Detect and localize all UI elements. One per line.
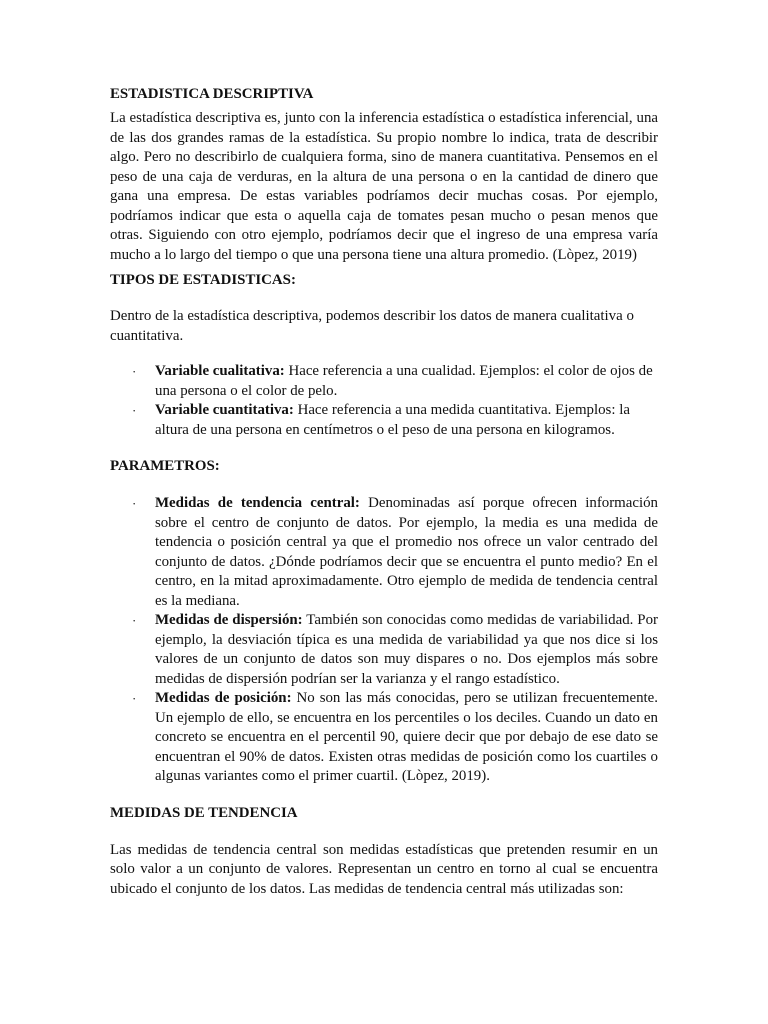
list-item-text: No son las más conocidas, pero se utilizan frecuentemente. Un ejemplo de ello, se encuentra en los percentiles o los deciles. Cuando un dato en concreto se encuentra en el percentil 90, quiere decir que por debajo de ese dato se encuentran el 90% de datos. Existen otras medidas de posición como los cuartiles o algunas variantes como el primer cuartil. (Lòpez, 2019).: [155, 690, 659, 784]
list-item-term: Medidas de dispersión:: [155, 612, 303, 628]
list-item: [110, 362, 658, 401]
section-heading-tipos: TIPOS DE ESTADISTICAS:: [110, 272, 296, 288]
bullet-icon: ·: [132, 364, 137, 379]
list-item-text: Hace referencia a una cualidad. Ejemplos: el color de ojos de una persona o el color de pelo.: [155, 363, 653, 399]
list-item-term: Medidas de posición:: [155, 690, 292, 706]
intro-paragraph: La estadística descriptiva es, junto con la inferencia estadística o estadística inferencial, una de las dos grandes ramas de la estadística. Su propio nombre lo indica, trata de describir algo. Pero no describirlo de cualquiera forma, sino de manera cuantitativa. Pensemos en el peso de una caja de verduras, en la altura de una persona o en la cantidad de dinero que gana una empresa. De estas variables podríamos decir muchas cosas. Por ejemplo, podríamos indicar que esta o aquella caja de tomates pesan mucho o pesan menos que otras. Siguiendo con otro ejemplo, podríamos decir que el ingreso de una empresa varía mucho a lo largo del tiempo o que una persona tiene una altura promedio. (Lòpez, 2019): [110, 110, 658, 263]
list-item-text: Denominadas así porque ofrecen información sobre el centro de conjunto de datos. Por ejemplo, la media es una medida de tendencia o posición central ya que el promedio nos ofrece un valor centrado del conjunto de datos. ¿Dónde podríamos decir que se encuentra el punto medio? En el centro, en la mitad aproximadamente. Otro ejemplo de medida de tendencia central es la mediana.: [155, 495, 659, 609]
list-item-term: Medidas de tendencia central:: [155, 495, 360, 511]
list-item: [110, 611, 658, 689]
bullet-icon: ·: [132, 403, 137, 418]
document-page: [110, 84, 658, 899]
list-item-text: También son conocidas como medidas de variabilidad. Por ejemplo, la desviación típica es una medida de variabilidad ya que nos dice si los valores de un conjunto de datos son muy dispares o no. Dos ejemplos más sobre medidas de dispersión podrían ser la varianza y el rango estadístico.: [155, 612, 658, 687]
bullet-icon: ·: [132, 691, 137, 706]
list-item: [110, 494, 658, 611]
list-item: [110, 689, 658, 787]
tipos-intro-paragraph: Dentro de la estadística descriptiva, podemos describir los datos de manera cualitativa o cuantitativa.: [110, 308, 634, 344]
list-item-term: Variable cuantitativa:: [155, 402, 294, 418]
bullet-icon: ·: [132, 613, 137, 628]
tipos-list: [110, 362, 658, 440]
section-heading-estadistica-descriptiva: ESTADISTICA DESCRIPTIVA: [110, 86, 314, 102]
list-item: [110, 401, 658, 440]
parametros-list: [110, 494, 658, 787]
bullet-icon: ·: [132, 496, 137, 511]
list-item-text: Hace referencia a una medida cuantitativa. Ejemplos: la altura de una persona en centímetros o el peso de una persona en kilogramos.: [155, 402, 630, 438]
medidas-paragraph: Las medidas de tendencia central son medidas estadísticas que pretenden resumir en un solo valor a un conjunto de valores. Representan un centro en torno al cual se encuentra ubicado el conjunto de los datos. Las medidas de tendencia central más utilizadas son:: [110, 841, 658, 897]
list-item-term: Variable cualitativa:: [155, 363, 285, 379]
section-heading-parametros: PARAMETROS:: [110, 458, 220, 474]
section-heading-medidas: MEDIDAS DE TENDENCIA: [110, 804, 298, 821]
